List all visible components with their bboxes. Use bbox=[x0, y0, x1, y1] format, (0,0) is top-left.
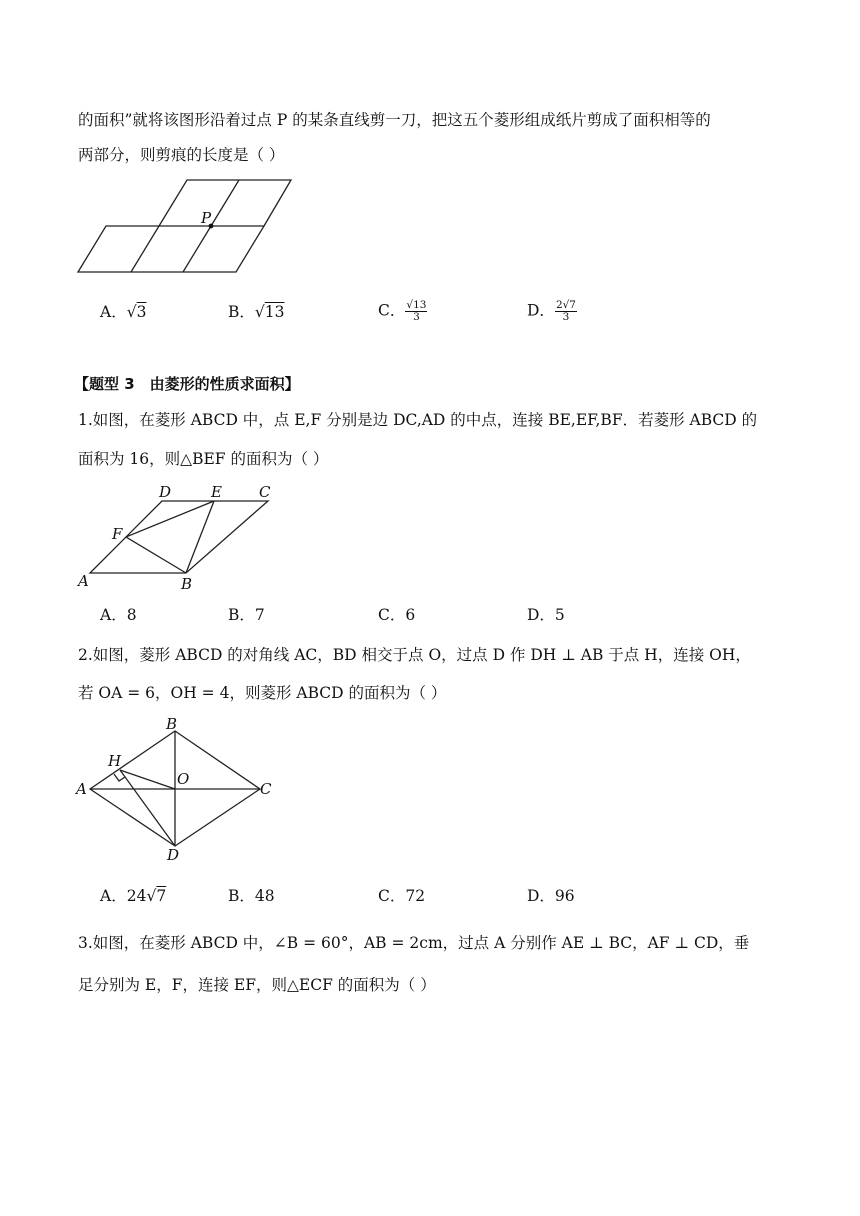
q2-line-2: 若 OA = 6，OH = 4，则菱形 ABCD 的面积为（ ） bbox=[78, 684, 447, 702]
prev-option-b[interactable]: B．√13 bbox=[228, 303, 285, 321]
q2-line-1: 2.如图，菱形 ABCD 的对角线 AC，BD 相交于点 O，过点 D 作 DH ⊥ AB 于点 H，连接 OH， bbox=[78, 646, 751, 664]
prev-option-a[interactable]: A．√3 bbox=[100, 303, 147, 321]
q1-option-c[interactable]: C．6 bbox=[378, 606, 416, 624]
q1-line-2: 面积为 16，则△BEF 的面积为（ ） bbox=[78, 450, 329, 468]
q1-label-d: D bbox=[159, 483, 172, 501]
label-p: P bbox=[201, 209, 212, 227]
q2-option-b[interactable]: B．48 bbox=[228, 887, 275, 905]
q2-label-o: O bbox=[177, 770, 190, 788]
q1-label-e: E bbox=[211, 483, 222, 501]
prev-option-c[interactable]: C． $\frac{√13}{3}$ bbox=[378, 299, 427, 323]
q1-option-a[interactable]: A．8 bbox=[100, 606, 137, 624]
q1-label-c: C bbox=[259, 483, 271, 501]
prev-problem-line-2: 两部分，则剪痕的长度是（ ） bbox=[78, 146, 285, 164]
q2-label-h: H bbox=[108, 752, 122, 770]
q3-line-2: 足分别为 E，F，连接 EF，则△ECF 的面积为（ ） bbox=[78, 976, 436, 994]
q1-option-b[interactable]: B．7 bbox=[228, 606, 265, 624]
q2-option-a[interactable]: A．24√7 bbox=[100, 887, 167, 905]
q1-option-d[interactable]: D．5 bbox=[527, 606, 565, 624]
q2-label-c: C bbox=[260, 780, 272, 798]
q1-line-1: 1.如图，在菱形 ABCD 中，点 E,F 分别是边 DC,AD 的中点，连接 BE,EF,BF．若菱形 ABCD 的 bbox=[78, 411, 758, 429]
prev-option-d[interactable]: D． $\frac{2√7}{3}$ bbox=[527, 299, 576, 323]
q1-label-a: A bbox=[78, 572, 89, 590]
q1-label-b: B bbox=[181, 575, 193, 593]
q2-label-b: B bbox=[166, 715, 178, 733]
prev-problem-line-1: 的面积”就将该图形沿着过点 P 的某条直线剪一刀，把这五个菱形组成纸片剪成了面积相等的 bbox=[78, 111, 711, 129]
q3-line-1: 3.如图，在菱形 ABCD 中，∠B = 60°，AB = 2cm，过点 A 分别作 AE ⊥ BC，AF ⊥ CD，垂 bbox=[78, 934, 750, 952]
q2-option-c[interactable]: C．72 bbox=[378, 887, 426, 905]
q2-label-a: A bbox=[76, 780, 87, 798]
q1-label-f: F bbox=[112, 525, 123, 543]
section-heading: 【题型 3 由菱形的性质求面积】 bbox=[74, 375, 300, 393]
q2-label-d: D bbox=[167, 846, 180, 864]
q2-option-d[interactable]: D．96 bbox=[527, 887, 575, 905]
